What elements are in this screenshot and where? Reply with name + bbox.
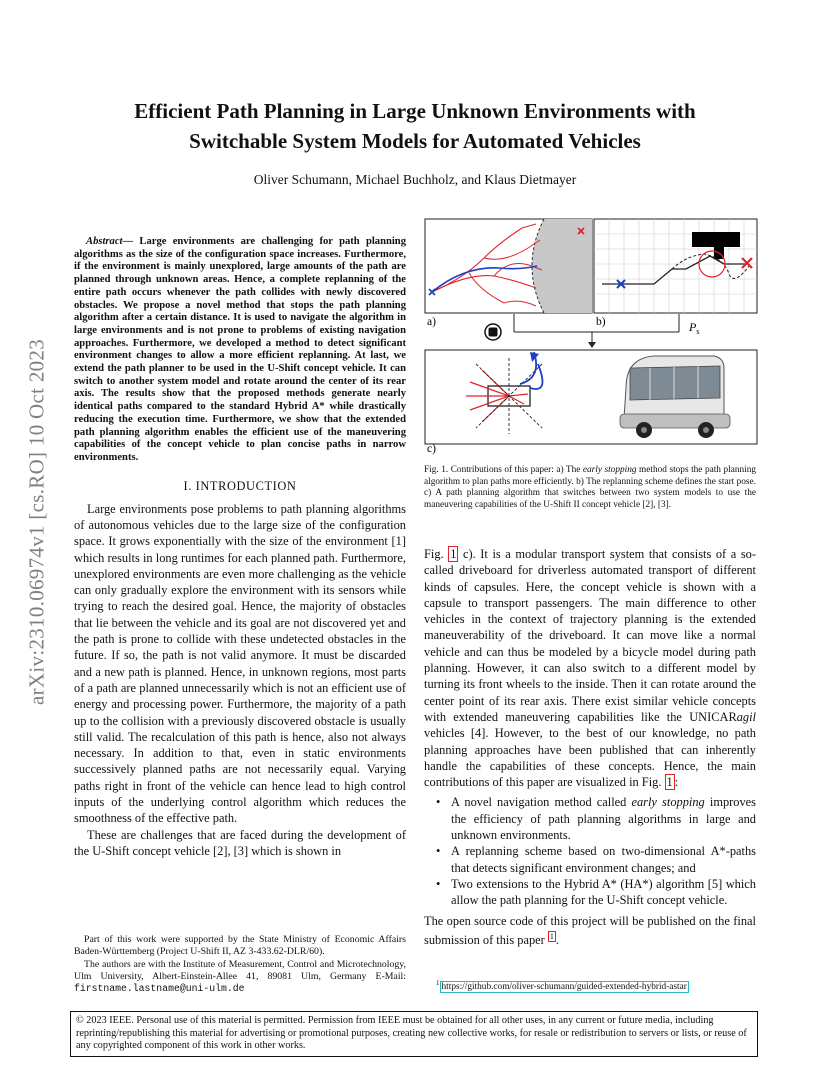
- caption-prefix: Fig. 1. Contributions of this paper: a) The: [424, 465, 583, 475]
- figure-label-a: a): [427, 316, 436, 328]
- right-p2-text: The open source code of this project will be published on the final submission of this paper: [424, 913, 756, 947]
- figure-1: [424, 218, 758, 458]
- figure-1-caption: [424, 465, 756, 511]
- contribution-item: • Two extensions to the Hybrid A* (HA*) algorithm [5] which allow the path planning for the U-Shift concept vehicle.: [424, 876, 756, 909]
- figure-panel-a: [425, 219, 592, 313]
- right-p1-text-a: c). It is a modular transport system that consists of a so-called driveboard for driverless automated transport of different kinds of capsules. Here, the concept vehicle is shown with a capsule to transport passengers. The main difference to other vehicles in the context of trajectory planning is the extended maneuverability of the driveboard. It can move like a normal vehicle and can thus be modeled by a bicycle model during path planning. However, it can also switch to a different model by turning its front wheels to the inside. Then it can rotate around the center point of its rear axis. There exist similar vehicle concepts with extended maneuvering capabilities like the UNICAR: [424, 547, 756, 724]
- url-footnote-mark: 1: [436, 979, 440, 987]
- start-pose-subscript: s: [696, 327, 700, 336]
- bullet-1-post: improves the efficiency of path planning algorithms in large and unknown environments.: [451, 795, 756, 843]
- caption-rest: method stops the path planning algorithm to plan paths more efficiently. b) The replanning scheme defines the start pose. c) A path planning algorithm that switches between two system models to use the maneuvering capabilities of the U-Shift II concept vehicle [2], [3].: [424, 465, 757, 510]
- right-paragraph-2: [424, 913, 756, 949]
- flow-arrow-icon: [588, 342, 596, 348]
- abstract-dash: —: [122, 236, 140, 247]
- paper-title: [90, 96, 740, 156]
- bullet-1-italic: early stopping: [631, 795, 705, 810]
- right-p1-text-b: vehicles [4]. However, to the best of our knowledge, no path planning approaches have been published that can inherently handle the capabilities of these concepts. Hence, the main contributions of this paper are visualized in Fig.: [424, 726, 756, 790]
- github-url-link[interactable]: https://github.com/oliver-schumann/guided-extended-hybrid-astar: [441, 982, 687, 993]
- contribution-item: [424, 794, 756, 843]
- abstract-lead: Abstract: [86, 236, 123, 247]
- bullet-1-pre: A novel navigation method called: [451, 795, 632, 810]
- right-p1-text-c: :: [674, 775, 679, 790]
- footnote-affiliation: [74, 959, 406, 996]
- first-page-footnotes: [74, 934, 406, 995]
- caption-italic: early stopping: [582, 465, 637, 475]
- copyright-notice: © 2023 IEEE. Personal use of this material is permitted. Permission from IEEE must be obtained for all other uses, in any current or future media, including reprinting/republishing this material for advertising or promotional purposes, creating new collective works, for resale or redistribution to servers or lists, or reuse of any copyrighted component of this work in other works.: [70, 1011, 758, 1057]
- footnote-affiliation-text: The authors are with the Institute of Measurement, Control and Microtechnology, Ulm University, Albert-Einstein-Allee 41, 89081 Ulm, Germany E-Mail:: [74, 958, 406, 982]
- abstract-text: Large environments are challenging for path planning algorithms as the size of the configuration space increases. Furthermore, if the environment is mainly unexplored, large amounts of the path are planned through unknown areas. Hence, a complete replanning of the entire path occurs whenever the path collides with newly discovered obstacles. We propose a novel method that stops the path planning algorithm after a certain distance. It is used to navigate the algorithm in large environments and is not prone to problems of existing navigation approaches. Furthermore, we developed a method to detect significant environment changes to allow a more efficient replanning. At last, we extend the path planner to be used in the U-Shift concept vehicle. It can switch to another system model and rotate around the center of its rear axis. The results show that the proposed methods generate nearly identical paths compared to the standard Hybrid A* while drastically reducing the execution time. Furthermore, we show that the extended path planning algorithm enables the efficient use of the maneuvering capabilities of the concept vehicle to plan concise paths in narrow environments.: [74, 236, 406, 463]
- left-column: [74, 236, 406, 859]
- intro-paragraph-2: These are challenges that are faced during the development of the U-Shift concept vehicle [2], [3] which is shown in: [74, 827, 406, 858]
- figure-panel-c: [425, 350, 757, 444]
- url-footnote: [436, 979, 689, 992]
- contribution-list: [424, 794, 756, 908]
- section-heading-introduction: I. INTRODUCTION: [183, 478, 297, 493]
- contribution-item: • A replanning scheme based on two-dimensional A*-paths that detects significant environment changes; and: [424, 843, 756, 876]
- figure-1-link[interactable]: 1: [450, 547, 457, 561]
- start-pose-letter: P: [689, 320, 697, 334]
- obstacle-block: [692, 232, 740, 247]
- start-pose-label: [688, 320, 699, 336]
- right-column: [424, 546, 756, 948]
- footnote-funding: Part of this work were supported by the State Ministry of Economic Affairs Baden-Württemberg (Project U-Shift II, AZ 3-433.62-DLR/60).: [74, 934, 406, 958]
- intro-paragraph-1: Large environments pose problems to path planning algorithms of autonomous vehicles due to the large size of the configuration space. It grows exponentially with the size of the environment [1] which results in long runtimes for each planned path. Furthermore, unexplored environments are even more challenging as the vehicle can only gradually explore the environment with its sensors while trying to reach the desired goal. Hence, the majority of obstacles that lie between the vehicle and its goal are not discovered yet and the path is prone to collide with these undetected obstacles in the future. If so, the path is not valid anymore. It must be discarded and a new path is planned. Hence, in unknown regions, most parts of a path are planned unnecessarily which is not an efficient use of energy and processing power. Furthermore, the majority of a path up to the collision with a previously discovered obstacle is usually still valid. The recalculation of this path is hence, also not always necessary. In addition to that, even in static environments successively planned paths are not necessarily equal. Varying paths right in front of the vehicle can hence lead to high control inputs of the underlying control algorithm which reduces the smoothness of the effective path.: [74, 501, 406, 826]
- title-line-1: Efficient Path Planning in Large Unknown Environments with: [134, 99, 696, 123]
- figure-panel-b: [594, 219, 757, 313]
- fig-ref-prefix: Fig.: [424, 547, 449, 561]
- right-p2-end: .: [555, 932, 560, 947]
- arxiv-identifier: arXiv:2310.06974v1 [cs.RO] 10 Oct 2023: [24, 338, 49, 706]
- footnote-email[interactable]: firstname.lastname@uni-ulm.de: [74, 983, 245, 995]
- ushift-vehicle-illustration: [620, 356, 730, 438]
- figure-label-b: b): [596, 316, 606, 328]
- abstract: [74, 236, 406, 465]
- right-paragraph-1: [424, 546, 756, 790]
- title-line-2: Switchable System Models for Automated Vehicles: [189, 129, 641, 153]
- stop-hand-icon: [485, 324, 501, 340]
- author-list: Oliver Schumann, Michael Buchholz, and Klaus Dietmayer: [253, 172, 577, 187]
- figure-1-link-2[interactable]: 1: [666, 775, 673, 790]
- figure-label-c: c): [427, 443, 436, 455]
- right-p1-agil: agil: [736, 709, 756, 724]
- footnote-1-link[interactable]: 1: [549, 931, 554, 941]
